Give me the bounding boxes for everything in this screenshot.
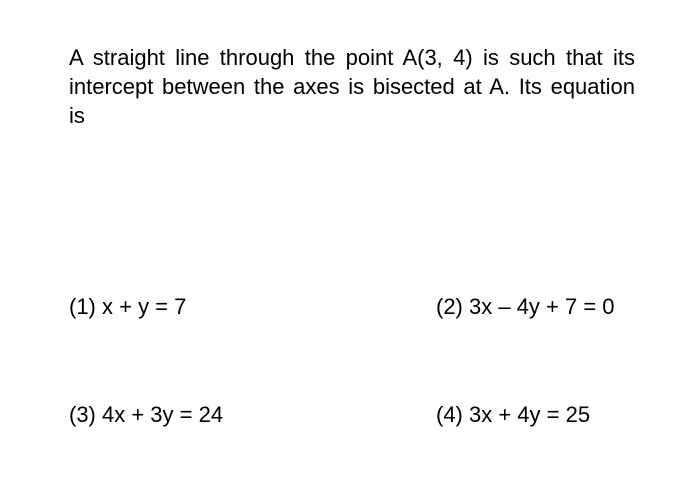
option-1: (1) x + y = 7 [69,294,187,319]
option-3: (3) 4x + 3y = 24 [69,402,224,427]
option-2: (2) 3x – 4y + 7 = 0 [436,294,615,319]
question-text: A straight line through the point A(3, 4) is such that its intercept between the axes is bisected at A. Its equation is [69,45,635,128]
option-4: (4) 3x + 4y = 25 [436,402,591,427]
